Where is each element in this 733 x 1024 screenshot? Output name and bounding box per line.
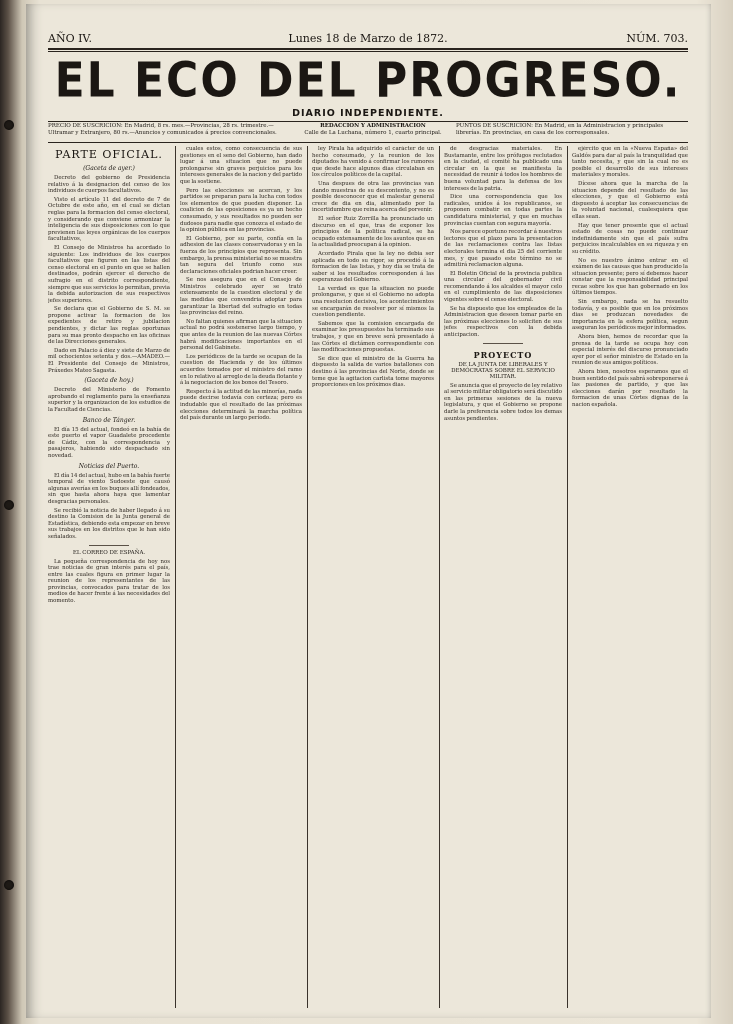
newspaper-page <box>26 4 711 1018</box>
binding-hole <box>4 880 14 890</box>
paragraph: Se dice que el ministro de la Guerra ha dispuesto la salida de varios batallones con destino á las provincias del Norte, donde se teme que la agitacion carlista tome mayores proporciones en los próximos dias. <box>312 355 434 389</box>
paragraph: La pequeña correspondencia de hoy nos trae noticias de gran interés para el país, entre las cuales figura en primer lugar la reunion de los representantes de las provincias, convocados para tratar de los medios de hacer frente á las necesidades del momento. <box>48 558 170 605</box>
column-2 <box>180 146 302 1008</box>
binding-hole <box>4 120 14 130</box>
section-title: PARTE OFICIAL. <box>55 148 163 161</box>
subheading: EL CORREO DE ESPAÑA. <box>72 549 146 556</box>
paragraph: Se declara que el Gobierno de S. M. se propone activar la formacion de los expedientes de retiro y jubilacion pendientes, y dictar las reglas oportunas para su mas pronto despacho en las oficinas de las Direcciones generales. <box>48 306 170 346</box>
paragraph: El señor Ruiz Zorrilla ha pronunciado un discurso en el que, tras de exponer los principios de la politica radical, se ha ocupado extensamente de los asuntos que en la actualidad preocupan á la opinion. <box>312 215 434 249</box>
masthead-title: EL ECO DEL PROGRESO. <box>54 52 682 109</box>
section-source: (Gaceta de hoy.) <box>84 377 134 385</box>
paragraph: El día 15 del actual, fondeó en la bahía de este puerto el vapor Guadalete procedente de Cádiz, con la correspondencia y pasajeros, habiendo sido despachado sin novedad. <box>48 426 170 459</box>
paragraph: La verdad es que la situacion no puede prolongarse, y que si el Gobierno no adopta una resolucion decisiva, los acontecimientos se encargarán de resolver por sí mismos la cuestion pendiente. <box>312 285 434 319</box>
binding-hole <box>4 500 14 510</box>
article-heading: PROYECTO <box>473 349 533 360</box>
paragraph: Sabemos que la comision encargada de examinar los presupuestos ha terminado sus trabajos, y que en breve será presentado á las Córtes el dictámen correspondiente con las modificaciones propuestas. <box>312 320 434 354</box>
article-columns <box>48 146 688 1008</box>
paragraph: ejército que en la «Nueva España» del Galdós para dar al país la tranquilidad que tanto necesita, y que sin la cual no es posible el desarrollo de sus intereses materiales y morales. <box>572 146 688 179</box>
subscription-row <box>48 123 688 141</box>
paragraph: Decreto del gobierno de Presidencia relativo á la designacion del censo de los individuos de cuerpos facultativos. <box>48 175 170 195</box>
paragraph: Dice una correspondencia que los radicales, unidos á los republicanos, se proponen combatir en todas partes la candidatura ministerial, y que en muchas provincias cuentan con segura mayoría. <box>444 194 562 227</box>
masthead-subtitle: DIARIO INDEPENDIENTE. <box>292 108 444 119</box>
editorial-office <box>298 123 448 136</box>
paragraph: Acordado Pirala que la ley no debia ser aplicada en todo su rigor, se procedió á la formacion de las listas, y hoy dia se trata de saber si los resultados corresponden á las esperanzas del Gobierno. <box>312 250 434 284</box>
paragraph: El día 14 del actual, hubo en la bahía fuerte temporal de viento Sudoeste que causó algunas averías en los buques allí fondeados, sin que hasta ahora haya que lamentar desgracias personales. <box>48 472 170 505</box>
column-divider <box>307 146 308 1008</box>
paragraph: Sin embargo, nada se ha resuelto todavía, y es posible que en los próximos dias se produzcan novedades de importancia en la esfera política, segun aseguran los periódicos mejor informados. <box>572 299 688 332</box>
editorial-office-address: Calle de La Luchana, número 1, cuarto principal. <box>304 129 442 136</box>
section-source: (Gaceta de ayer.) <box>83 165 135 172</box>
paragraph: No es nuestro ánimo entrar en el exámen de las causas que han producido la situacion presente; pero sí debemos hacer constar que la responsabilidad principal recae sobre los que han gobernado en los últimos tiempos. <box>572 257 688 297</box>
paragraph: Una despues de otra las provincias van dando muestras de su descontento, y no es posible desconocer que el malestar general crece de dia en dia, alimentado por la incertidumbre que reina acerca del porvenir. <box>312 180 434 214</box>
paragraph: Se nos asegura que en el Consejo de Ministros celebrado ayer se trató extensamente de la cuestion electoral y de las medidas que convendria adoptar para garantizar la libertad del sufragio en todas las provincias del reino. <box>180 277 302 317</box>
issue-date: Lunes 18 de Marzo de 1872. <box>288 32 448 45</box>
paragraph: Ahora bien, nosotros esperamos que el buen sentido del país sabrá sobreponerse á las pasiones de partido, y que las elecciones darán por resultado la formacion de unas Córtes dignas de la nacion española. <box>572 369 688 408</box>
column-5 <box>572 146 688 1008</box>
column-divider <box>439 146 440 1008</box>
column-divider <box>175 146 176 1008</box>
paragraph: El Consejo de Ministros ha acordado lo siguiente: Los individuos de los cuerpos facultativos que figuren en las listas del censo electoral en el punto en que se hallen destinados, podrán ejercer el derecho de sufragio en el distrito correspondiente, siempre que sus servicios lo permitan, previa la debida autorizacion de sus respectivos jefes superiores. <box>48 244 170 304</box>
paragraph: Los periódicos de la tarde se ocupan de la cuestion de Hacienda y de los últimos acuerdos tomados por el ministro del ramo en lo relativo al arreglo de la deuda flotante y á la negociacion de los bonos del Tesoro. <box>180 353 302 387</box>
column-4 <box>444 146 562 1008</box>
paragraph: Decreto del Ministerio de Fomento aprobando el reglamento para la enseñanza superior y la organizacion de los estudios de la Facultad de Ciencias. <box>48 387 170 413</box>
subscription-rule-bottom <box>48 142 688 143</box>
column-3 <box>312 146 434 1008</box>
paragraph: El Boletin Oficial de la provincia publica una circular del gobernador civil recomendando á los alcaldes el mayor celo en el cumplimiento de las disposiciones vigentes sobre el censo electoral. <box>444 270 562 304</box>
paragraph: de desgracias materiales. En Bustamante, entre los prófugos reclutados en la ciudad, el comité ha publicado una circular en la que se manifiesta la necesidad de reunir á todos los hombres de buena voluntad para la defensa de los intereses de la patria. <box>444 146 562 192</box>
subscription-prices: PRECIO DE SUSCRICION: En Madrid, 8 rs. mes.—Provincias, 28 rs. trimestre.—Ultramar y Extranjero, 80 rs.—Anuncios y comunicados á precios convencionales. <box>48 123 277 136</box>
paragraph: No faltan quienes afirman que la situacion actual no podrá sostenerse largo tiempo, y que antes de la reunion de las nuevas Córtes habrá modificaciones importantes en el personal del Gabinete. <box>180 318 302 352</box>
subheading: Noticias del Puerto. <box>78 462 140 470</box>
paragraph: cuales estos, como consecuencia de sus gestiones en el seno del Gobierno, han dado lugar á una situacion que no puede prolongarse sin graves perjuicios para los intereses generales de la nacion y del partido que la sostiene. <box>180 146 302 185</box>
paragraph: Se recibió la noticia de haber llegado á su destino la Comision de la Junta general de Estadística, debiendo esta empezar en breve sus trabajos en los distritos que le han sido señalados. <box>48 507 170 540</box>
paragraph: Se ha dispuesto que los empleados de la Administracion que deseen tomar parte en las próximas elecciones lo soliciten de sus jefes respectivos con la debida anticipacion. <box>444 305 562 339</box>
divider <box>483 343 523 344</box>
subscription-points: PUNTOS DE SUSCRICION: En Madrid, en la Administracion y principales librerías. En provincias, en casa de los corresponsales. <box>456 123 664 136</box>
year-label: AÑO IV. <box>48 32 92 45</box>
divider <box>89 545 129 546</box>
column-divider <box>567 146 568 1008</box>
paragraph: Dícese ahora que la marcha de la situacion depende del resultado de las elecciones, y que el Gobierno está dispuesto á aceptar las consecuencias de la voluntad nacional, cualesquiera que ellas sean. <box>572 180 688 220</box>
paragraph: Pero las elecciones se acercan, y los partidos se preparan para la lucha con todos los elementos de que pueden disponer. La coalicion de las oposiciones es ya un hecho consumado, y sus resultados no pueden ser dudosos para nadie que conozca el estado de la opinion pública en las provincias. <box>180 187 302 234</box>
paragraph: Nos parece oportuno recordar á nuestros lectores que el plazo para la presentacion de las reclamaciones contra las listas electorales termina el dia 25 del corriente mes, y que pasado este término no se admitirá reclamacion alguna. <box>444 229 562 269</box>
paragraph: Dado en Palacio á diez y siete de Marzo de mil ochocientos setenta y dos.—AMADEO.—El Presidente del Consejo de Ministros, Práxedes Mateo Sagasta. <box>48 347 170 374</box>
paragraph: Hay que tener presente que el actual estado de cosas no puede continuar indefinidamente sin que el país sufra perjuicios incalculables en su riqueza y en su crédito. <box>572 222 688 255</box>
header-rule <box>48 48 688 50</box>
paragraph: Respecto á la actitud de las minorías, nada puede decirse todavía con certeza; pero es indudable que el resultado de las próximas elecciones determinará la marcha política del país durante un largo período. <box>180 388 302 422</box>
paragraph: Visto el artículo 11 del decreto de 7 de Octubre de este año, en el cual se dictan reglas para la formacion del censo electoral, y considerando que conviene armonizar la inteligencia de sus disposiciones con lo que previenen las leyes orgánicas de los cuerpos facultativos, <box>48 196 170 243</box>
subheading: Banco de Tánger. <box>82 416 136 424</box>
article-subheading: DE LA JUNTA DE LIBERALES Y DEMÓCRATAS SOBRE EL SERVICIO MILITAR. <box>451 361 555 380</box>
editorial-office-title: REDACCION Y ADMINISTRACION <box>320 123 426 129</box>
paragraph: Se anuncia que el proyecto de ley relativo al servicio militar obligatorio será discutido en las primeras sesiones de la nueva legislatura, y que el Gobierno se propone darle la preferencia sobre todos los demas asuntos pendientes. <box>444 382 562 422</box>
column-1 <box>48 146 170 1008</box>
paragraph: ley Pirala ha adquirido el carácter de un hecho consumado, y la reunion de los diputados ha venido á confirmar los rumores que desde hace algunos dias circulaban en los círculos políticos de la capital. <box>312 146 434 179</box>
paragraph: El Gobierno, por su parte, confía en la adhesion de las clases conservadoras y en la fuerza de los principios que representa. Sin embargo, la prensa ministerial no se muestra tan segura del triunfo como sus declaraciones oficiales podrian hacer creer. <box>180 235 302 275</box>
issue-number: NÚM. 703. <box>626 32 688 45</box>
subscription-rule-top <box>48 121 688 122</box>
paragraph: Ahora bien, hemos de recordar que la prensa de la tarde se ocupa hoy con especial interés del discurso pronunciado ayer por el señor ministro de Estado en la reunion de sus amigos políticos. <box>572 334 688 367</box>
